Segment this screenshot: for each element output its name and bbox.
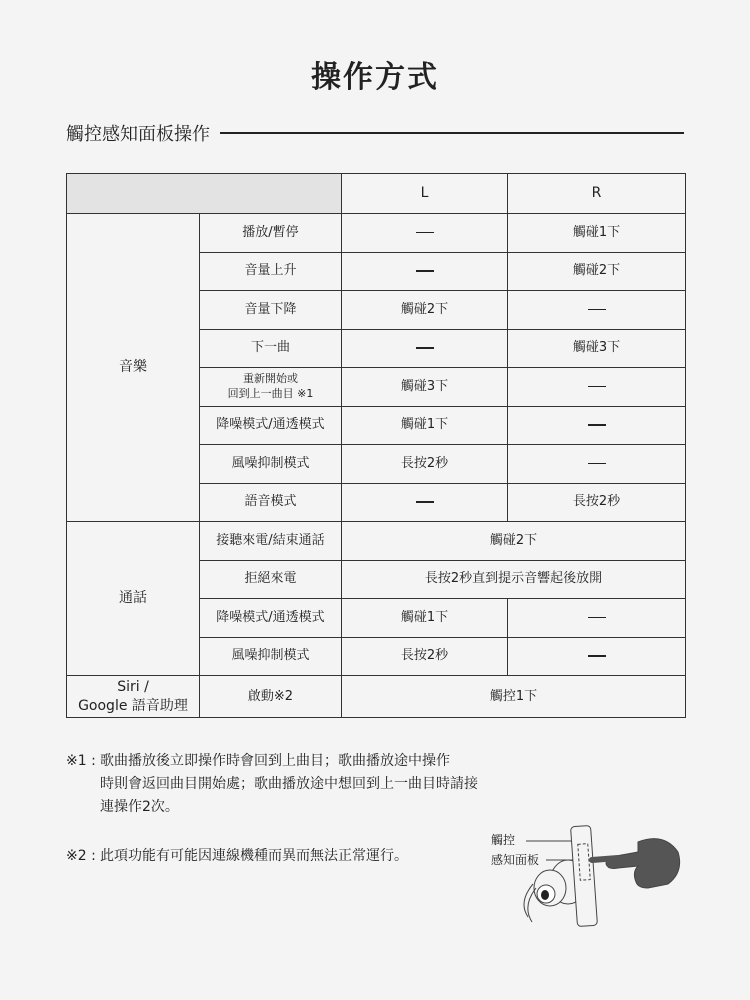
footnote-mark: ※1 : — [66, 753, 96, 769]
illustration-label-line: 觸控 — [491, 833, 516, 847]
op-cell: 降噪模式/通透模式 — [200, 406, 342, 445]
op-cell: 風噪抑制模式 — [200, 637, 342, 676]
dash-mark — [416, 232, 434, 234]
dash-mark — [588, 309, 606, 311]
left-cell — [342, 214, 508, 253]
table-row — [67, 676, 686, 718]
op-cell — [200, 368, 342, 407]
right-cell: 長按2秒 — [508, 483, 686, 522]
op-cell: 風噪抑制模式 — [200, 445, 342, 484]
op-cell: 啟動※2 — [200, 676, 342, 718]
right-cell — [508, 406, 686, 445]
dash-mark — [416, 501, 434, 503]
right-cell — [508, 368, 686, 407]
group-music: 音樂 — [67, 214, 200, 522]
op-cell: 音量下降 — [200, 291, 342, 330]
left-cell — [342, 252, 508, 291]
group-voice-assistant — [67, 676, 200, 718]
footnote-2 — [66, 845, 478, 868]
table-row — [67, 522, 686, 561]
left-cell: 觸碰2下 — [342, 291, 508, 330]
left-cell — [342, 483, 508, 522]
table-header-row — [67, 174, 686, 214]
header-corner-cell — [67, 174, 342, 214]
footnote-1 — [66, 750, 478, 819]
both-cell: 長按2秒直到提示音響起後放開 — [342, 560, 686, 599]
page-title: 操作方式 — [311, 60, 439, 95]
left-cell — [342, 329, 508, 368]
section-title: 觸控感知面板操作 — [66, 124, 210, 145]
earbud-touch-illustration — [488, 822, 688, 942]
table-row — [67, 214, 686, 253]
right-cell — [508, 637, 686, 676]
dash-mark — [588, 424, 606, 426]
right-cell — [508, 599, 686, 638]
section-header — [66, 120, 684, 146]
op-cell: 降噪模式/通透模式 — [200, 599, 342, 638]
both-cell: 觸控1下 — [342, 676, 686, 718]
dash-mark — [416, 270, 434, 272]
op-cell: 下一曲 — [200, 329, 342, 368]
right-cell — [508, 445, 686, 484]
right-cell: 觸碰1下 — [508, 214, 686, 253]
dash-mark — [588, 617, 606, 619]
operations-table — [66, 173, 686, 718]
op-cell: 拒絕來電 — [200, 560, 342, 599]
op-line: 重新開始或 — [243, 371, 298, 385]
header-right: R — [508, 174, 686, 214]
both-cell: 觸碰2下 — [342, 522, 686, 561]
group-line: Siri / — [117, 678, 149, 695]
footnote-line: 歌曲播放後立即操作時會回到上曲目；歌曲播放途中操作 — [100, 753, 450, 769]
op-cell: 語音模式 — [200, 483, 342, 522]
dash-mark — [588, 655, 606, 657]
group-line: Google 語音助理 — [78, 697, 188, 714]
footnote-mark: ※2 : — [66, 848, 96, 864]
right-cell: 觸碰3下 — [508, 329, 686, 368]
footnote-line: 此項功能有可能因連線機種而異而無法正常運行。 — [100, 848, 408, 864]
left-cell: 觸碰1下 — [342, 599, 508, 638]
footnotes — [66, 750, 478, 868]
section-rule — [220, 132, 684, 134]
left-cell: 觸碰1下 — [342, 406, 508, 445]
footnote-line: 連操作2次。 — [100, 799, 179, 815]
right-cell: 觸碰2下 — [508, 252, 686, 291]
left-cell: 觸碰3下 — [342, 368, 508, 407]
header-left: L — [342, 174, 508, 214]
op-cell: 播放/暫停 — [200, 214, 342, 253]
op-cell: 音量上升 — [200, 252, 342, 291]
group-call: 通話 — [67, 522, 200, 676]
dash-mark — [416, 347, 434, 349]
op-cell: 接聽來電/結束通話 — [200, 522, 342, 561]
op-line: 回到上一曲目 ※1 — [227, 386, 314, 400]
dash-mark — [588, 386, 606, 388]
illustration-label-line: 感知面板 — [491, 853, 540, 867]
left-cell: 長按2秒 — [342, 637, 508, 676]
left-cell: 長按2秒 — [342, 445, 508, 484]
dash-mark — [588, 463, 606, 465]
right-cell — [508, 291, 686, 330]
footnote-line: 時則會返回曲目開始處；歌曲播放途中想回到上一曲目時請接 — [100, 776, 478, 792]
